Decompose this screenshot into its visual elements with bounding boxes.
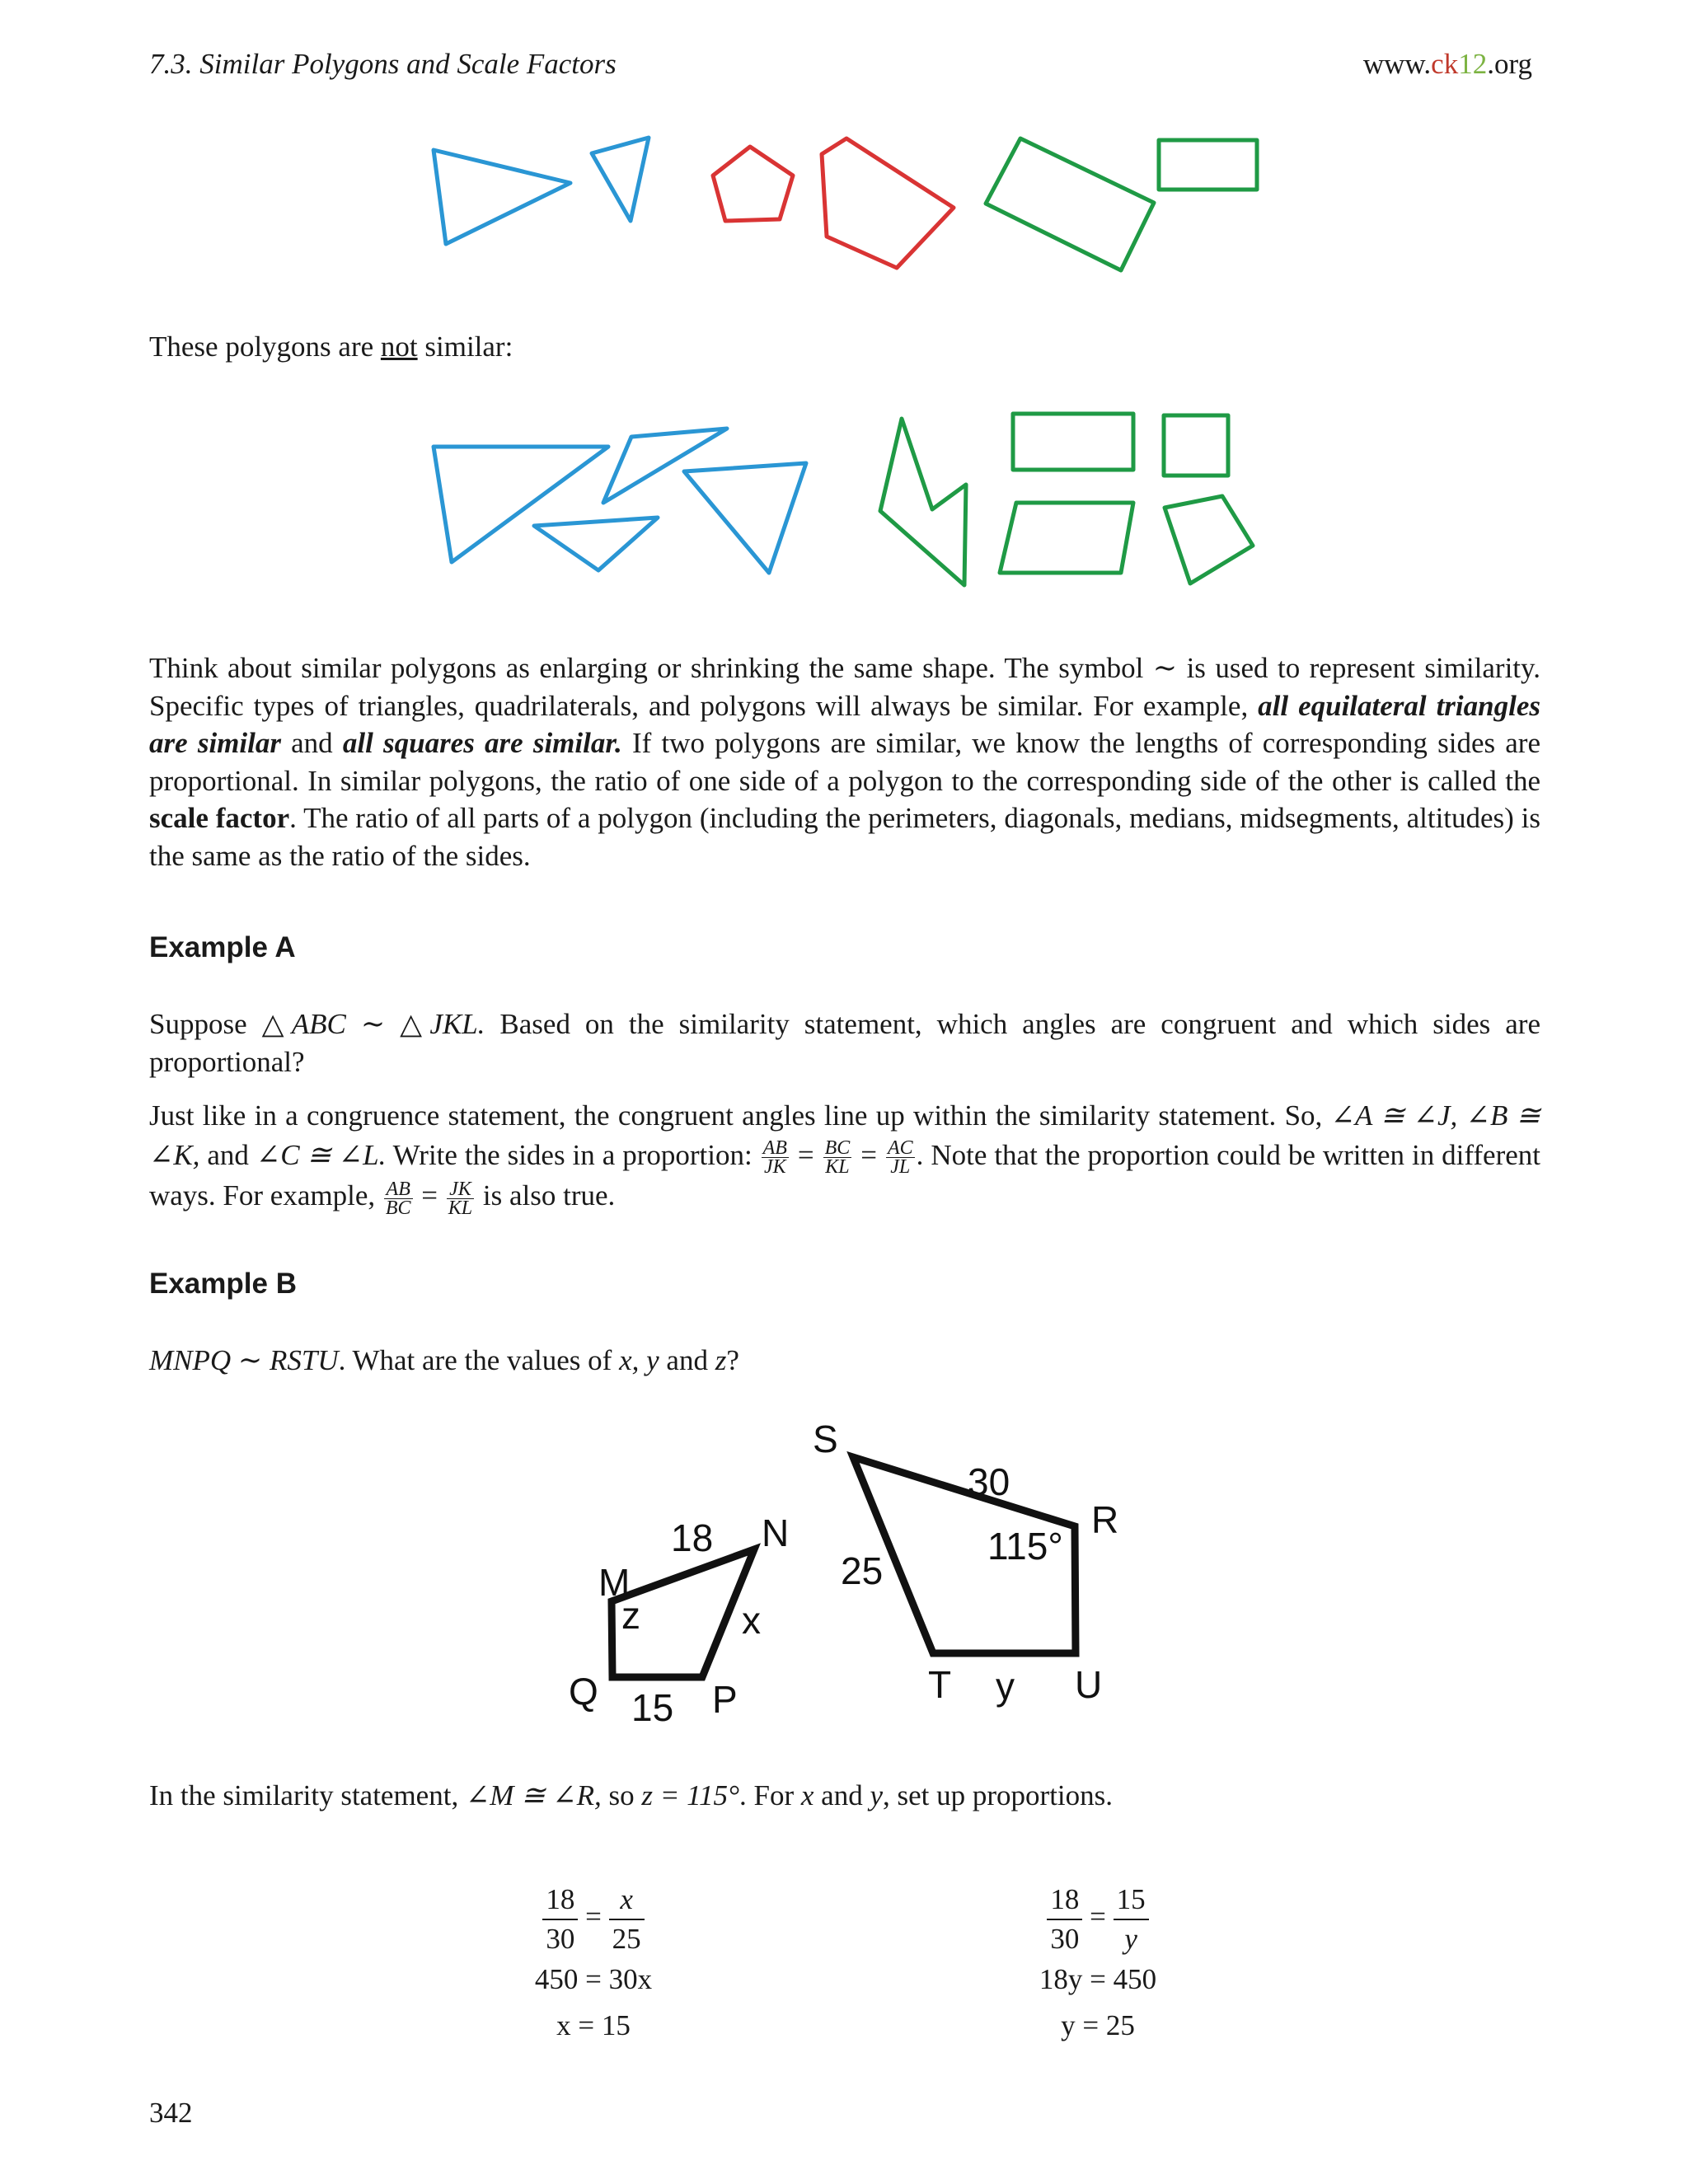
label-q: Q — [569, 1670, 598, 1713]
green-rhombus — [880, 419, 966, 585]
running-header — [149, 48, 1532, 89]
example-a-question: Suppose △ABC ∼ △JKL. Based on the similarity statement, which angles are congruent and which sides are proportional? — [149, 1008, 1540, 1078]
label-s: S — [813, 1418, 838, 1460]
green-rectangle-small — [1159, 140, 1257, 190]
blue-triangle-1 — [434, 447, 608, 562]
side-label-15: 15 — [631, 1686, 674, 1729]
red-pentagon-large — [822, 138, 954, 268]
not-similar-polygons-figure — [412, 404, 1278, 602]
fraction-ab-bc: $\frac{AB}{BC}$ — [385, 1178, 411, 1219]
blue-triangle-3 — [534, 518, 658, 570]
not-similar-caption: These polygons are not similar: — [149, 330, 513, 363]
section-title: 7.3. Similar Polygons and Scale Factors — [149, 48, 617, 80]
fraction-18-30-right: $\frac{18}{30}$ — [1047, 1881, 1082, 1958]
side-label-18: 18 — [671, 1516, 714, 1559]
fraction-jk-kl: $\frac{JK}{KL}$ — [448, 1178, 473, 1219]
green-quadrilateral — [1165, 496, 1253, 583]
example-a-heading: Example A — [149, 931, 296, 963]
example-b-statement: In the similarity statement, ∠M ≅ ∠R, so z = 115°. For x and y, set up proportions. — [149, 1779, 1114, 1811]
equation-result-x: x = 15 — [556, 2009, 631, 2041]
fraction-18-30: $\frac{18}{30}$ — [542, 1881, 578, 1958]
green-parallelogram — [1000, 503, 1133, 573]
label-u: U — [1075, 1663, 1103, 1706]
example-b-question: MNPQ ∼ RSTU. What are the values of x, y and z? — [149, 1344, 739, 1376]
angle-label-115: 115° — [987, 1525, 1063, 1568]
similar-polygons-figure — [412, 124, 1278, 288]
side-label-y: y — [996, 1665, 1015, 1708]
similar-quadrilaterals-figure — [544, 1409, 1170, 1747]
fraction-bc-kl: $\frac{BC}{KL}$ — [824, 1137, 851, 1179]
example-b-heading: Example B — [149, 1268, 297, 1300]
red-pentagon-small — [713, 147, 793, 221]
fraction-15-y: $\frac{15}{y}$ — [1114, 1881, 1149, 1958]
blue-triangle-small — [592, 138, 649, 221]
label-m: M — [598, 1561, 631, 1604]
equation-line-2-right: 18y = 450 — [1039, 1963, 1157, 1995]
label-n: N — [762, 1511, 790, 1554]
page-number: 342 — [149, 2097, 193, 2129]
label-t: T — [928, 1663, 952, 1706]
green-rectangle-1 — [1013, 414, 1133, 470]
intro-paragraph: Think about similar polygons as enlarging or shrinking the same shape. The symbol ∼ is used to represent similarity. Specific types of triangles, quadrilaterals, and polygons will always be similar. For example, all equilateral triangles are similar and all squares are similar. If two polygons are similar, we know the lengths of corresponding sides are proportional. In similar polygons, the ratio of one side of a polygon to the corresponding side of the other is called the scale factor. The ratio of all parts of a polygon (including the perimeters, diagonals, medians, midsegments, altitudes) is the same as the ratio of the sides. — [149, 652, 1541, 872]
green-rectangle-large — [986, 138, 1154, 270]
label-r: R — [1091, 1498, 1119, 1541]
fraction-ab-jk: $\frac{AB}{JK}$ — [762, 1137, 787, 1179]
solve-for-x: $\frac{18}{30}$ = $\frac{x}{25}$ 450 = 30x x = 15 — [462, 1877, 725, 2049]
site-url[interactable]: www.ck12.org — [1362, 48, 1532, 80]
blue-triangle-large — [434, 150, 570, 244]
side-label-x: x — [742, 1599, 761, 1642]
side-label-25: 25 — [841, 1549, 884, 1592]
fraction-x-25: $\frac{x}{25}$ — [609, 1881, 645, 1958]
blue-triangle-2 — [603, 429, 727, 503]
example-a-answer: Just like in a congruence statement, the congruent angles line up within the similarity statement. So, ∠A ≅ ∠J, ∠B ≅ ∠K, and ∠C ≅ ∠L. Write the sides in a proportion: $\frac{AB}{JK}$ = $\frac{BC}{KL}$ = $\frac{AC}{JL}$ . Note that the proportion could be written in different ways. For example, $\frac{AB}{BC}$ = $\frac{JK}{KL}$ is also true. — [149, 1099, 1540, 1219]
fraction-ac-jl: $\frac{AC}{JL}$ — [887, 1137, 913, 1179]
green-square — [1164, 415, 1228, 476]
solve-for-y: $\frac{18}{30}$ = $\frac{15}{y}$ 18y = 450 y = 25 — [966, 1877, 1230, 2049]
side-label-30: 30 — [968, 1460, 1010, 1503]
label-p: P — [712, 1678, 738, 1721]
angle-label-z: z — [621, 1594, 640, 1637]
equation-line-2: 450 = 30x — [534, 1963, 653, 1995]
equation-result-y: y = 25 — [1061, 2009, 1135, 2041]
blue-triangle-4 — [684, 463, 806, 573]
